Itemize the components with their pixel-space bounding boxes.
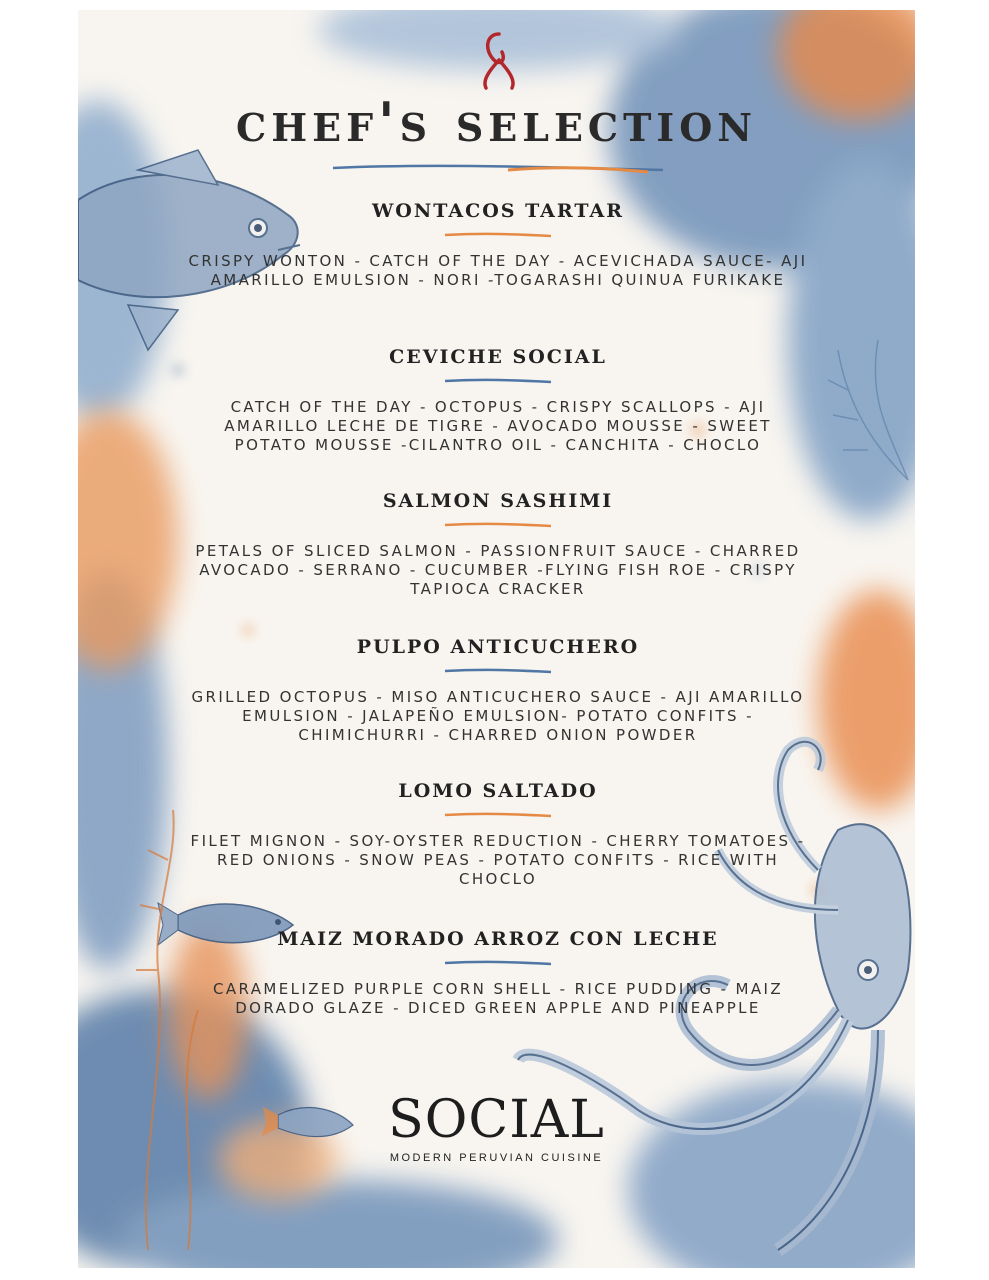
dish-divider: [443, 230, 553, 240]
dish-description: GRILLED OCTOPUS - MISO ANTICUCHERO SAUCE - AJI AMARILLO EMULSION - JALAPEÑO EMULSION- POTATO CONFITS - CHIMICHURRI - CHARRED ONION POWDER: [191, 688, 805, 744]
menu-item: [188, 200, 808, 290]
dish-name: SALMON SASHIMI: [382, 490, 614, 512]
dish-divider: [443, 810, 553, 820]
logo-mark-icon: [476, 30, 522, 92]
menu-title: chef's selection: [235, 90, 758, 154]
dish-divider: [443, 376, 553, 386]
menu-item: [188, 636, 808, 745]
dish-divider: [443, 958, 553, 968]
dish-description: PETALS OF SLICED SALMON - PASSIONFRUIT SAUCE - CHARRED AVOCADO - SERRANO - CUCUMBER -FLYING FISH ROE - CRISPY TAPIOCA CRACKER: [195, 542, 801, 598]
dish-name: CEVICHE SOCIAL: [389, 346, 607, 368]
title-underline: [328, 160, 668, 176]
menu-item: [188, 346, 808, 455]
dish-description: CATCH OF THE DAY - OCTOPUS - CRISPY SCALLOPS - AJI AMARILLO LECHE DE TIGRE - AVOCADO MOUSSE - SWEET POTATO MOUSSE -CILANTRO OIL - CANCHITA - CHOCLO: [224, 398, 772, 454]
menu-page: [78, 10, 915, 1268]
dish-divider: [443, 520, 553, 530]
dish-name: PULPO ANTICUCHERO: [356, 636, 640, 658]
menu-item: [188, 490, 808, 599]
brand-tagline: MODERN PERUVIAN CUISINE: [389, 1152, 604, 1164]
dish-name: MAIZ MORADO ARROZ CON LECHE: [277, 928, 719, 950]
menu-item: [188, 928, 808, 1018]
dish-name: WONTACOS TARTAR: [371, 200, 625, 222]
dish-divider: [443, 666, 553, 676]
dish-description: CARAMELIZED PURPLE CORN SHELL - RICE PUDDING - MAIZ DORADO GLAZE - DICED GREEN APPLE AND PINEAPPLE: [212, 980, 784, 1017]
brand-name: SOCIAL: [388, 1090, 605, 1150]
dish-name: LOMO SALTADO: [398, 780, 598, 802]
brand-logo: [78, 1090, 915, 1164]
menu-item: [188, 780, 808, 889]
dish-description: FILET MIGNON - SOY-OYSTER REDUCTION - CHERRY TOMATOES - RED ONIONS - SNOW PEAS - POTATO CONFITS - RICE WITH CHOCLO: [190, 832, 806, 888]
dish-description: CRISPY WONTON - CATCH OF THE DAY - ACEVICHADA SAUCE- AJI AMARILLO EMULSION - NORI -TOGARASHI QUINUA FURIKAKE: [188, 252, 808, 289]
